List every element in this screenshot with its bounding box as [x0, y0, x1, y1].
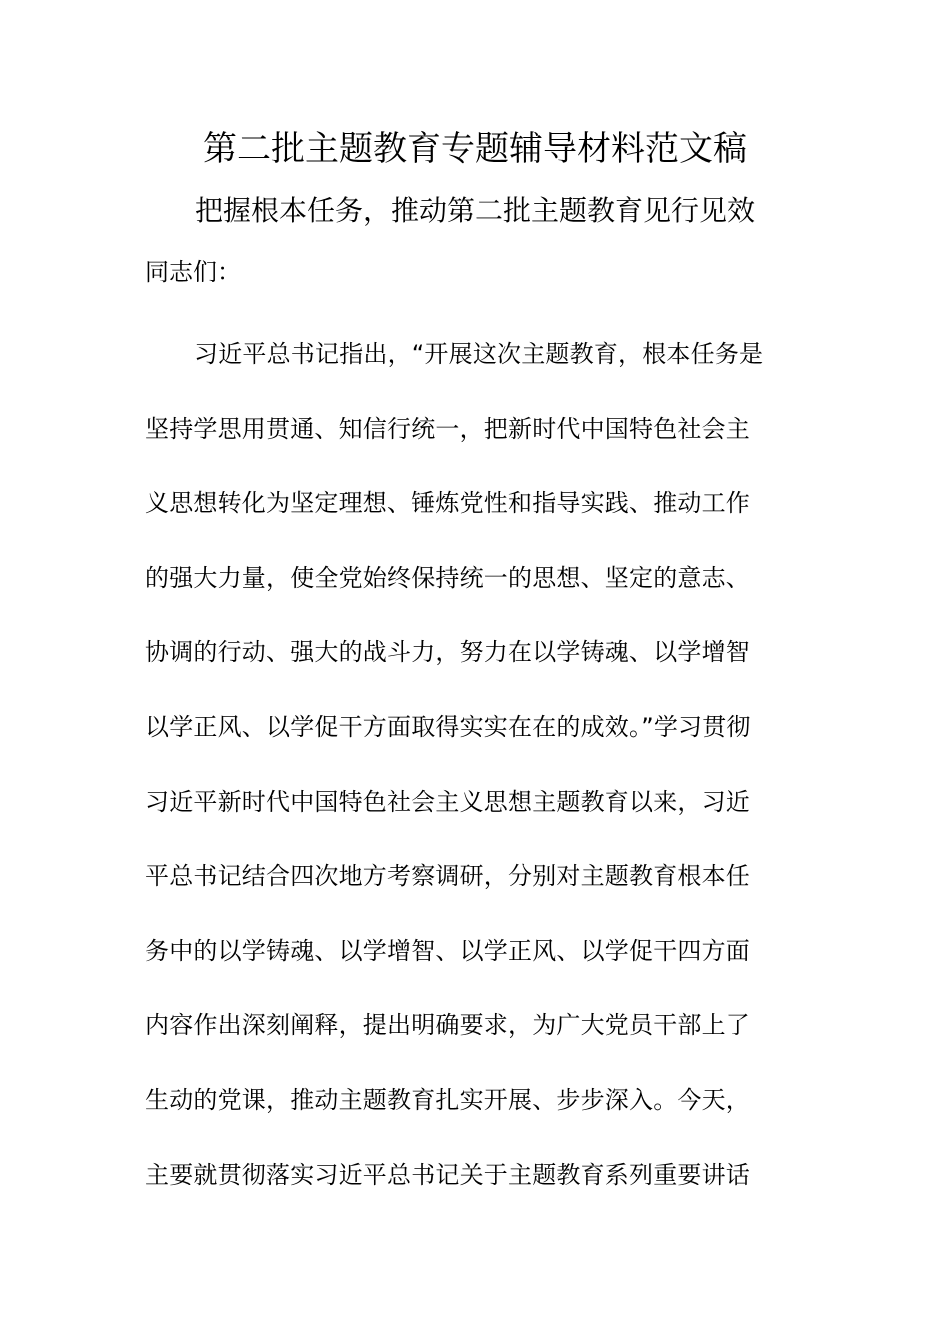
body-line: 协调的行动、强大的战斗力，努力在以学铸魂、以学增智	[145, 638, 750, 667]
body-line: 主要就贯彻落实习近平总书记关于主题教育系列重要讲话	[145, 1160, 750, 1189]
body-line: 习近平新时代中国特色社会主义思想主题教育以来，习近	[145, 787, 750, 816]
body-line: 内容作出深刻阐释，提出明确要求，为广大党员干部上了	[145, 1011, 750, 1040]
body-line: 以学正风、以学促干方面取得实实在在的成效。”学习贯彻	[145, 712, 751, 741]
body-line: 习近平总书记指出，“开展这次主题教育，根本任务是	[194, 340, 764, 368]
body-paragraph	[145, 334, 805, 1229]
body-line: 平总书记结合四次地方考察调研，分别对主题教育根本任	[145, 862, 750, 891]
body-line: 坚持学思用贯通、知信行统一，把新时代中国特色社会主	[145, 414, 750, 443]
body-line: 的强大力量，使全党始终保持统一的思想、坚定的意志、	[145, 563, 750, 592]
body-line: 义思想转化为坚定理想、锤炼党性和指导实践、推动工作	[145, 489, 750, 518]
document-title: 第二批主题教育专题辅导材料范文稿	[203, 129, 747, 169]
body-line: 务中的以学铸魂、以学增智、以学正风、以学促干四方面	[145, 936, 750, 965]
document-subtitle: 把握根本任务，推动第二批主题教育见行见效	[194, 194, 755, 227]
salutation: 同志们：	[145, 258, 241, 286]
body-line: 生动的党课，推动主题教育扎实开展、步步深入。今天，	[145, 1085, 750, 1114]
